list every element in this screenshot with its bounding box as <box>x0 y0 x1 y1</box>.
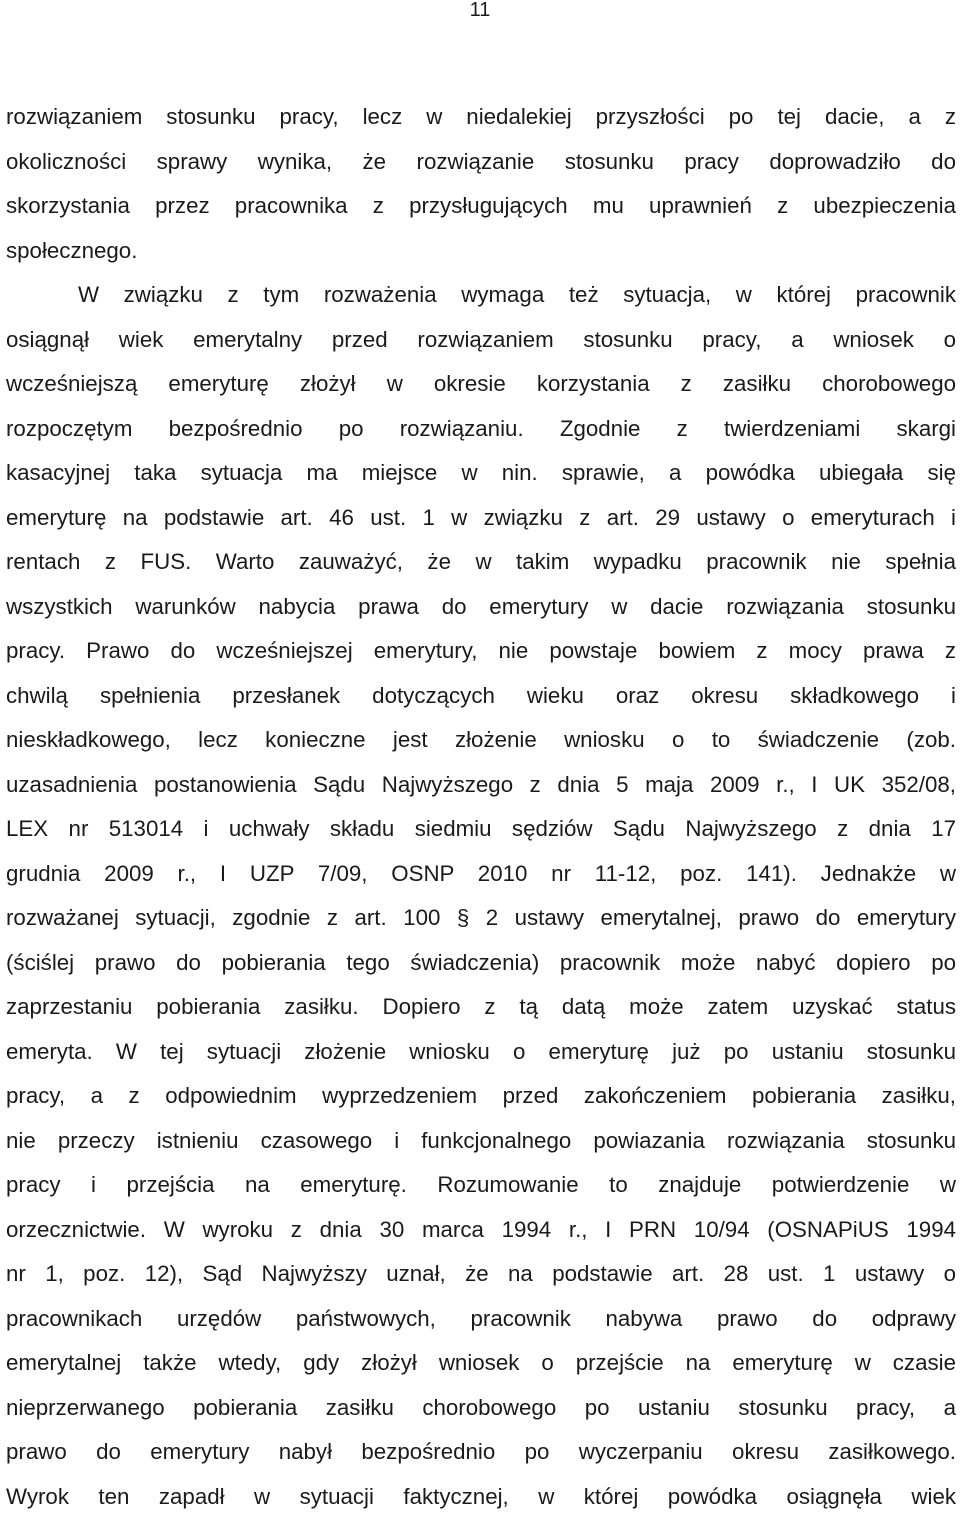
text-line: pracy i przejścia na emeryturę. Rozumowanie to znajduje potwierdzenie w <box>6 1163 956 1208</box>
text-line: emeryturę na podstawie art. 46 ust. 1 w związku z art. 29 ustawy o emeryturach i <box>6 496 956 541</box>
text-line: prawo do emerytury nabył bezpośrednio po wyczerpaniu okresu zasiłkowego. <box>6 1430 956 1475</box>
text-line: wszystkich warunków nabycia prawa do emerytury w dacie rozwiązania stosunku <box>6 585 956 630</box>
text-line: nieprzerwanego pobierania zasiłku chorobowego po ustaniu stosunku pracy, a <box>6 1386 956 1431</box>
text-line: społecznego. <box>6 229 956 274</box>
text-line: rozpoczętym bezpośrednio po rozwiązaniu. Zgodnie z twierdzeniami skargi <box>6 407 956 452</box>
text-line: (ściślej prawo do pobierania tego świadczenia) pracownik może nabyć dopiero po <box>6 941 956 986</box>
text-line: osiągnął wiek emerytalny przed rozwiązaniem stosunku pracy, a wniosek o <box>6 318 956 363</box>
text-line: LEX nr 513014 i uchwały składu siedmiu sędziów Sądu Najwyższego z dnia 17 <box>6 807 956 852</box>
text-line: rozwiązaniem stosunku pracy, lecz w niedalekiej przyszłości po tej dacie, a z <box>6 95 956 140</box>
text-line: rentach z FUS. Warto zauważyć, że w takim wypadku pracownik nie spełnia <box>6 540 956 585</box>
text-line: nieskładkowego, lecz konieczne jest złożenie wniosku o to świadczenie (zob. <box>6 718 956 763</box>
text-line: pracy, a z odpowiednim wyprzedzeniem przed zakończeniem pobierania zasiłku, <box>6 1074 956 1119</box>
text-line: emerytalnej także wtedy, gdy złożył wniosek o przejście na emeryturę w czasie <box>6 1341 956 1386</box>
text-line: W związku z tym rozważenia wymaga też sytuacja, w której pracownik <box>6 273 956 318</box>
document-body <box>6 95 956 1519</box>
text-line: Wyrok ten zapadł w sytuacji faktycznej, w której powódka osiągnęła wiek <box>6 1475 956 1519</box>
text-line: orzecznictwie. W wyroku z dnia 30 marca 1994 r., I PRN 10/94 (OSNAPiUS 1994 <box>6 1208 956 1253</box>
text-line: wcześniejszą emeryturę złożył w okresie korzystania z zasiłku chorobowego <box>6 362 956 407</box>
text-line: pracownikach urzędów państwowych, pracownik nabywa prawo do odprawy <box>6 1297 956 1342</box>
text-line: nie przeczy istnieniu czasowego i funkcjonalnego powiazania rozwiązania stosunku <box>6 1119 956 1164</box>
text-line: chwilą spełnienia przesłanek dotyczących wieku oraz okresu składkowego i <box>6 674 956 719</box>
text-line: zaprzestaniu pobierania zasiłku. Dopiero z tą datą może zatem uzyskać status <box>6 985 956 1030</box>
text-line: emeryta. W tej sytuacji złożenie wniosku o emeryturę już po ustaniu stosunku <box>6 1030 956 1075</box>
text-line: grudnia 2009 r., I UZP 7/09, OSNP 2010 nr 11-12, poz. 141). Jednakże w <box>6 852 956 897</box>
text-line: skorzystania przez pracownika z przysługujących mu uprawnień z ubezpieczenia <box>6 184 956 229</box>
text-line: kasacyjnej taka sytuacja ma miejsce w nin. sprawie, a powódka ubiegała się <box>6 451 956 496</box>
text-line: rozważanej sytuacji, zgodnie z art. 100 § 2 ustawy emerytalnej, prawo do emerytury <box>6 896 956 941</box>
text-line: uzasadnienia postanowienia Sądu Najwyższego z dnia 5 maja 2009 r., I UK 352/08, <box>6 763 956 808</box>
page-number: 11 <box>0 0 960 22</box>
text-line: nr 1, poz. 12), Sąd Najwyższy uznał, że na podstawie art. 28 ust. 1 ustawy o <box>6 1252 956 1297</box>
text-line: okoliczności sprawy wynika, że rozwiązanie stosunku pracy doprowadziło do <box>6 140 956 185</box>
text-line: pracy. Prawo do wcześniejszej emerytury, nie powstaje bowiem z mocy prawa z <box>6 629 956 674</box>
